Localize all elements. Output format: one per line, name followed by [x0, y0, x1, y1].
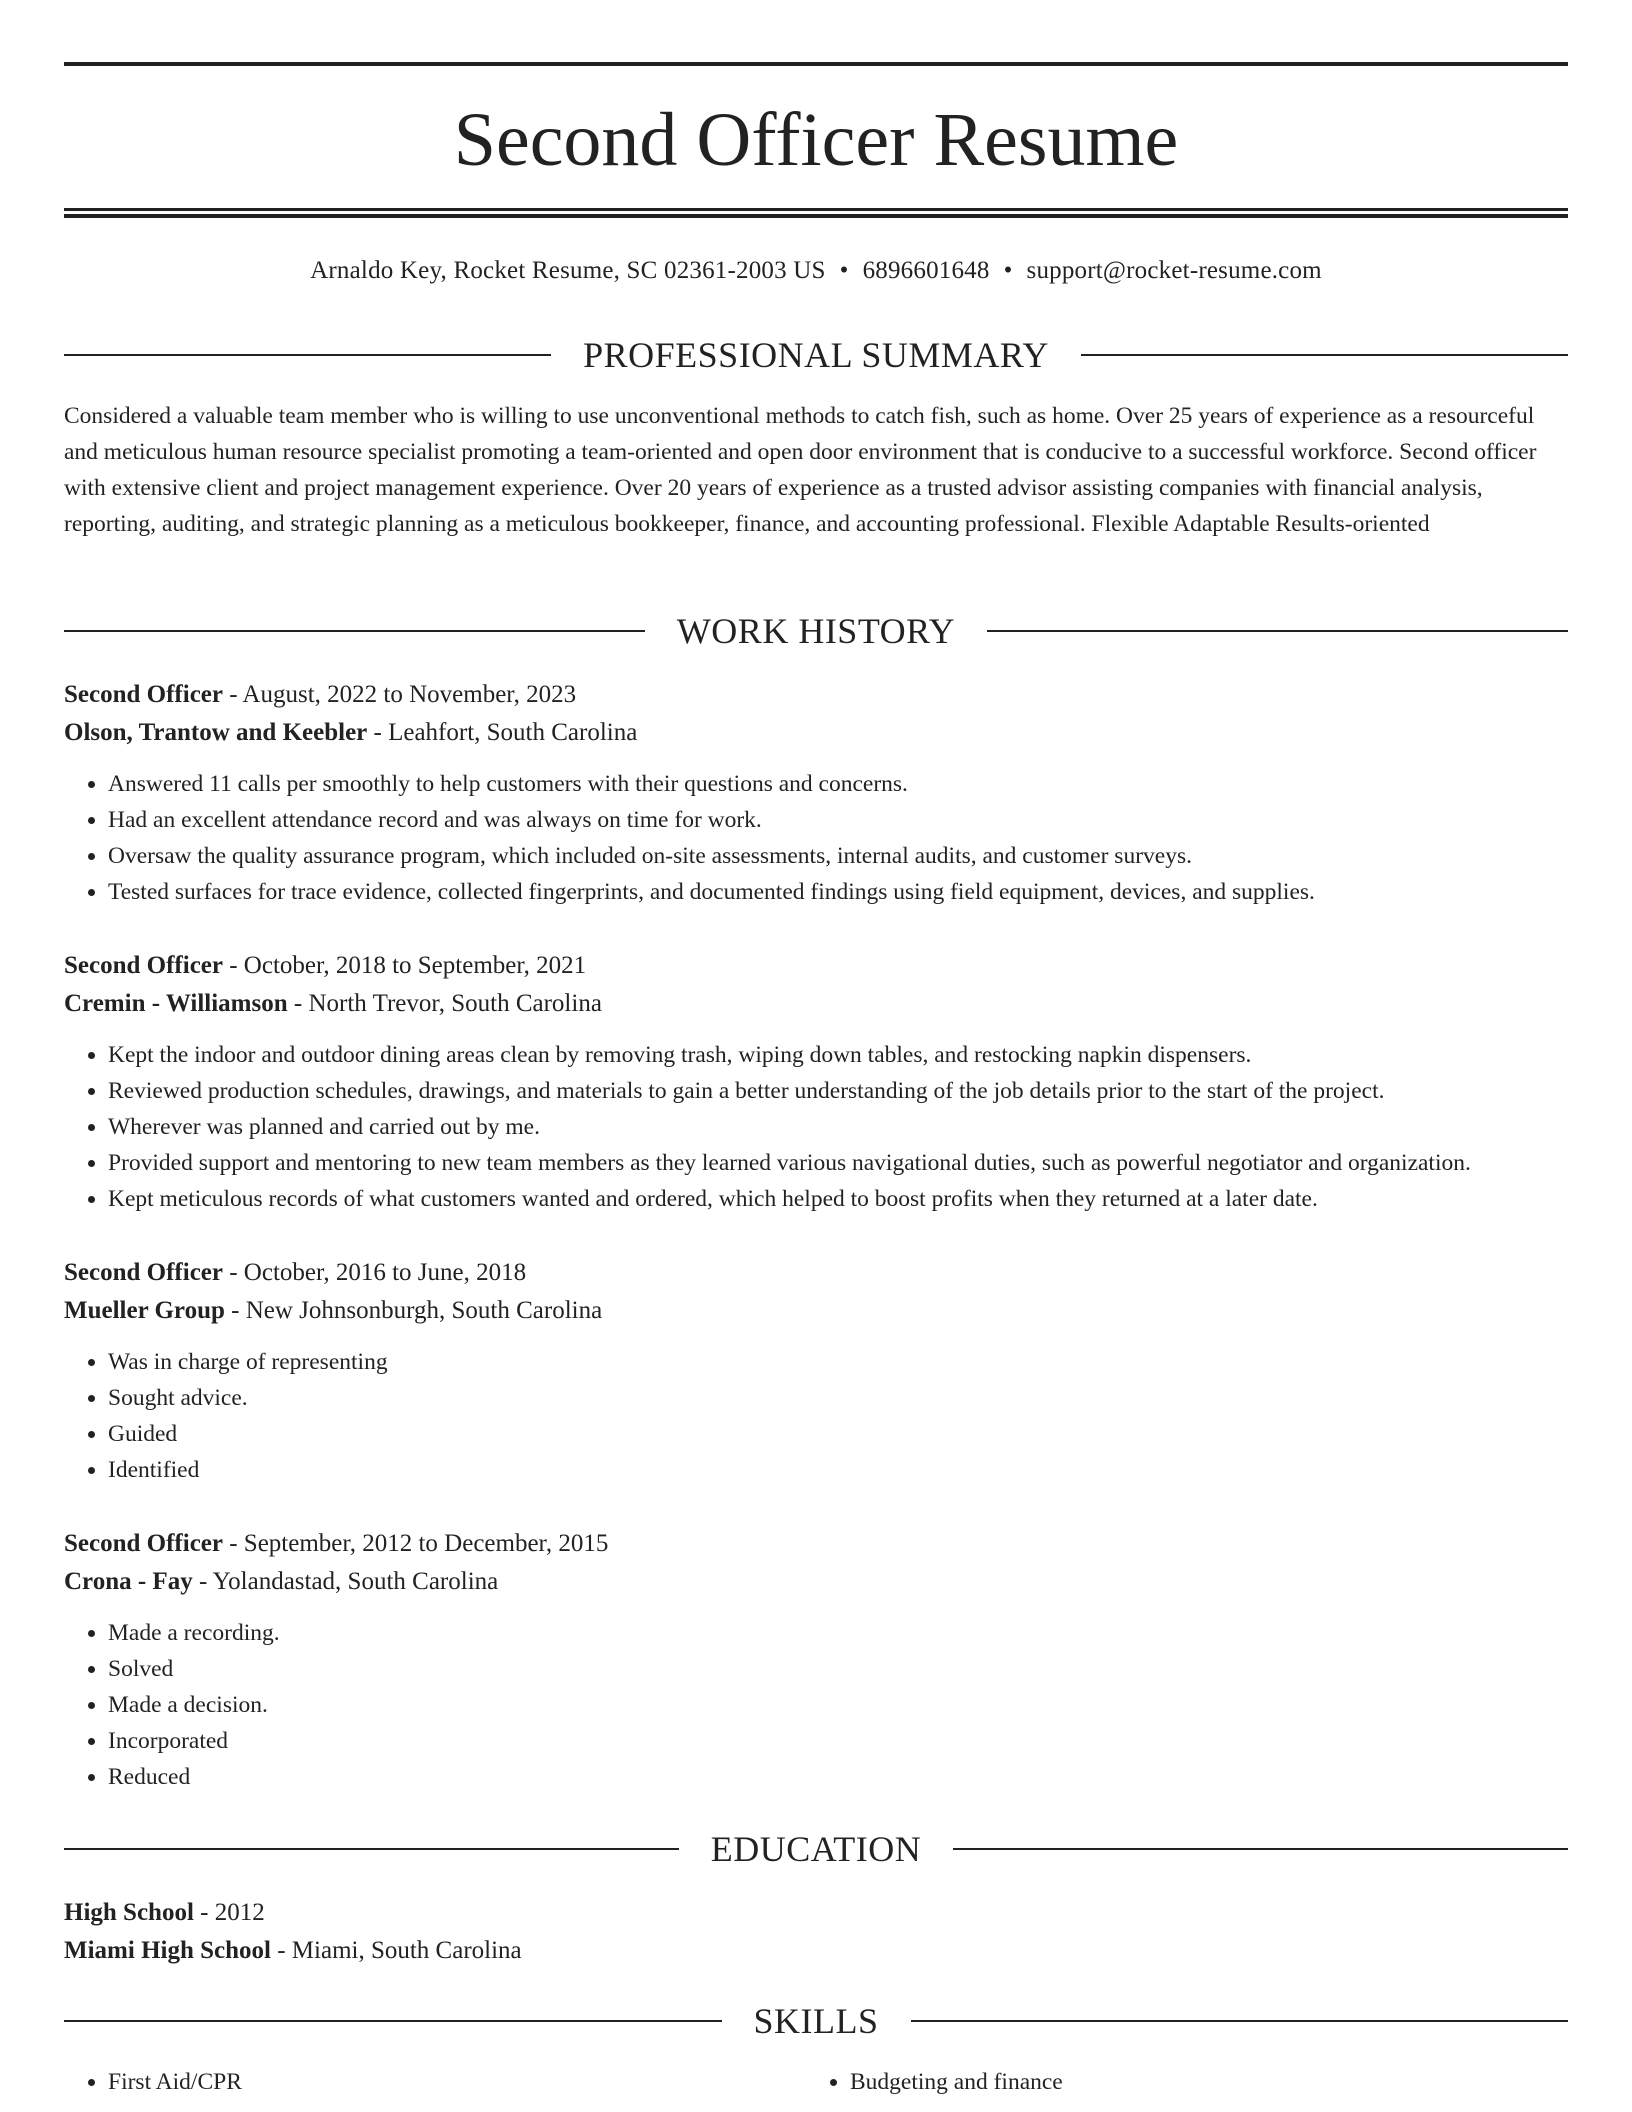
- job-bullet: • Provided support and mentoring to new team members as they learned various navigational duties, such as powerful negotiator and organization.: [108, 1145, 1568, 1181]
- education-degree-line: [64, 1894, 1568, 1932]
- job-company: Mueller Group: [64, 1297, 225, 1324]
- section-rule: [64, 630, 645, 632]
- job-title-line: [64, 676, 1568, 714]
- education-school-line: [64, 1932, 1568, 1970]
- job-bullets: [64, 1344, 1568, 1488]
- job-dates: - August, 2022 to November, 2023: [222, 681, 577, 708]
- contact-phone: 6896601648: [862, 257, 990, 284]
- job-bullet: • Wherever was planned and carried out by me.: [108, 1109, 1568, 1145]
- section-rule: [953, 1848, 1568, 1850]
- job-bullet: • Made a recording.: [108, 1615, 1568, 1651]
- job-title-line: [64, 1525, 1568, 1563]
- job-company-line: [64, 1563, 1568, 1601]
- job-bullet: • Identified: [108, 1452, 1568, 1488]
- job-dates: - October, 2018 to September, 2021: [222, 952, 587, 979]
- job-title: Second Officer: [64, 681, 223, 708]
- education-entry: [64, 1894, 1568, 1970]
- section-header-work: [64, 609, 1568, 653]
- job-bullet: • Guided: [108, 1416, 1568, 1452]
- skill-item: • First Aid/CPR: [108, 2064, 806, 2100]
- job-dates: - September, 2012 to December, 2015: [222, 1530, 609, 1557]
- contact-separator: •: [839, 257, 849, 284]
- job-bullet: • Sought advice.: [108, 1380, 1568, 1416]
- job-bullet: • Kept meticulous records of what customers wanted and ordered, which helped to boost profits when they returned at a later date.: [108, 1181, 1568, 1217]
- job-bullet: • Kept the indoor and outdoor dining areas clean by removing trash, wiping down tables, and restocking napkin dispensers.: [108, 1037, 1568, 1073]
- job-location: - Leahfort, South Carolina: [367, 719, 638, 746]
- job-location: - New Johnsonburgh, South Carolina: [224, 1297, 603, 1324]
- section-rule: [911, 2020, 1569, 2022]
- job-title: Second Officer: [64, 1259, 223, 1286]
- education-year: - 2012: [193, 1899, 265, 1926]
- section-title: EDUCATION: [710, 1829, 922, 1869]
- education-degree: High School: [64, 1899, 194, 1926]
- job-title-line: [64, 1254, 1568, 1292]
- job-bullet: • Reduced: [108, 1759, 1568, 1795]
- job-bullets: [64, 1615, 1568, 1795]
- job-location: - Yolandastad, South Carolina: [192, 1568, 499, 1595]
- summary-text: Considered a valuable team member who is willing to use unconventional methods to catch fish, such as home. Over 25 years of experience as a resourceful and meticulous human resource specialist promoting a team-oriented and open door environment that is conducive to a successful workforce. Second officer with extensive client and project management experience. Over 20 years of experience as a trusted advisor assisting companies with financial analysis, reporting, auditing, and strategic planning as a meticulous bookkeeper, finance, and accounting professional. Flexible Adaptable Results-oriented: [64, 403, 1537, 537]
- skill-item: • Budgeting and finance: [850, 2064, 1548, 2100]
- job-entry: [64, 947, 1568, 1217]
- section-header-education: [64, 1827, 1568, 1871]
- job-bullets: [64, 1037, 1568, 1217]
- skills-column-right: [806, 2064, 1548, 2100]
- job-entry: [64, 676, 1568, 910]
- job-dates: - October, 2016 to June, 2018: [222, 1259, 527, 1286]
- section-rule: [64, 354, 551, 356]
- section-header-skills: [64, 1999, 1568, 2043]
- contact-address: Arnaldo Key, Rocket Resume, SC 02361-2003 US: [310, 257, 826, 284]
- job-title: Second Officer: [64, 1530, 223, 1557]
- job-bullet: • Had an excellent attendance record and was always on time for work.: [108, 802, 1568, 838]
- job-bullet: • Tested surfaces for trace evidence, collected fingerprints, and documented findings using field equipment, devices, and supplies.: [108, 874, 1568, 910]
- section-title: WORK HISTORY: [676, 611, 956, 651]
- education-location: - Miami, South Carolina: [270, 1937, 522, 1964]
- job-bullet: • Solved: [108, 1651, 1568, 1687]
- job-bullet: • Answered 11 calls per smoothly to help customers with their questions and concerns.: [108, 766, 1568, 802]
- skills-column-left: [64, 2064, 806, 2100]
- job-title: Second Officer: [64, 952, 223, 979]
- job-bullet: • Reviewed production schedules, drawings, and materials to gain a better understanding of the job details prior to the start of the project.: [108, 1073, 1568, 1109]
- skills-list: [64, 2064, 1568, 2100]
- contact-separator: •: [1003, 257, 1013, 284]
- title-double-rule: [64, 208, 1568, 218]
- section-rule: [987, 630, 1568, 632]
- section-rule: [64, 1848, 679, 1850]
- job-company-line: [64, 985, 1568, 1023]
- job-company-line: [64, 714, 1568, 752]
- section-rule: [64, 2020, 722, 2022]
- contact-line: [64, 255, 1568, 287]
- education-school: Miami High School: [64, 1937, 271, 1964]
- job-title-line: [64, 947, 1568, 985]
- job-company-line: [64, 1292, 1568, 1330]
- job-bullet: • Was in charge of representing: [108, 1344, 1568, 1380]
- job-bullet: • Made a decision.: [108, 1687, 1568, 1723]
- job-company: Crona - Fay: [64, 1568, 193, 1595]
- contact-email: support@rocket-resume.com: [1026, 257, 1322, 284]
- section-title: SKILLS: [753, 2001, 879, 2041]
- section-header-summary: [64, 333, 1568, 377]
- job-company: Cremin - Williamson: [64, 990, 288, 1017]
- section-title: PROFESSIONAL SUMMARY: [583, 335, 1049, 375]
- top-rule: [64, 62, 1568, 66]
- job-company: Olson, Trantow and Keebler: [64, 719, 368, 746]
- job-bullets: [64, 766, 1568, 910]
- job-bullet: • Incorporated: [108, 1723, 1568, 1759]
- resume-title: Second Officer Resume: [453, 98, 1179, 182]
- job-entry: [64, 1254, 1568, 1488]
- job-entry: [64, 1525, 1568, 1795]
- section-rule: [1081, 354, 1568, 356]
- job-location: - North Trevor, South Carolina: [287, 990, 602, 1017]
- job-bullet: • Oversaw the quality assurance program, which included on-site assessments, internal audits, and customer surveys.: [108, 838, 1568, 874]
